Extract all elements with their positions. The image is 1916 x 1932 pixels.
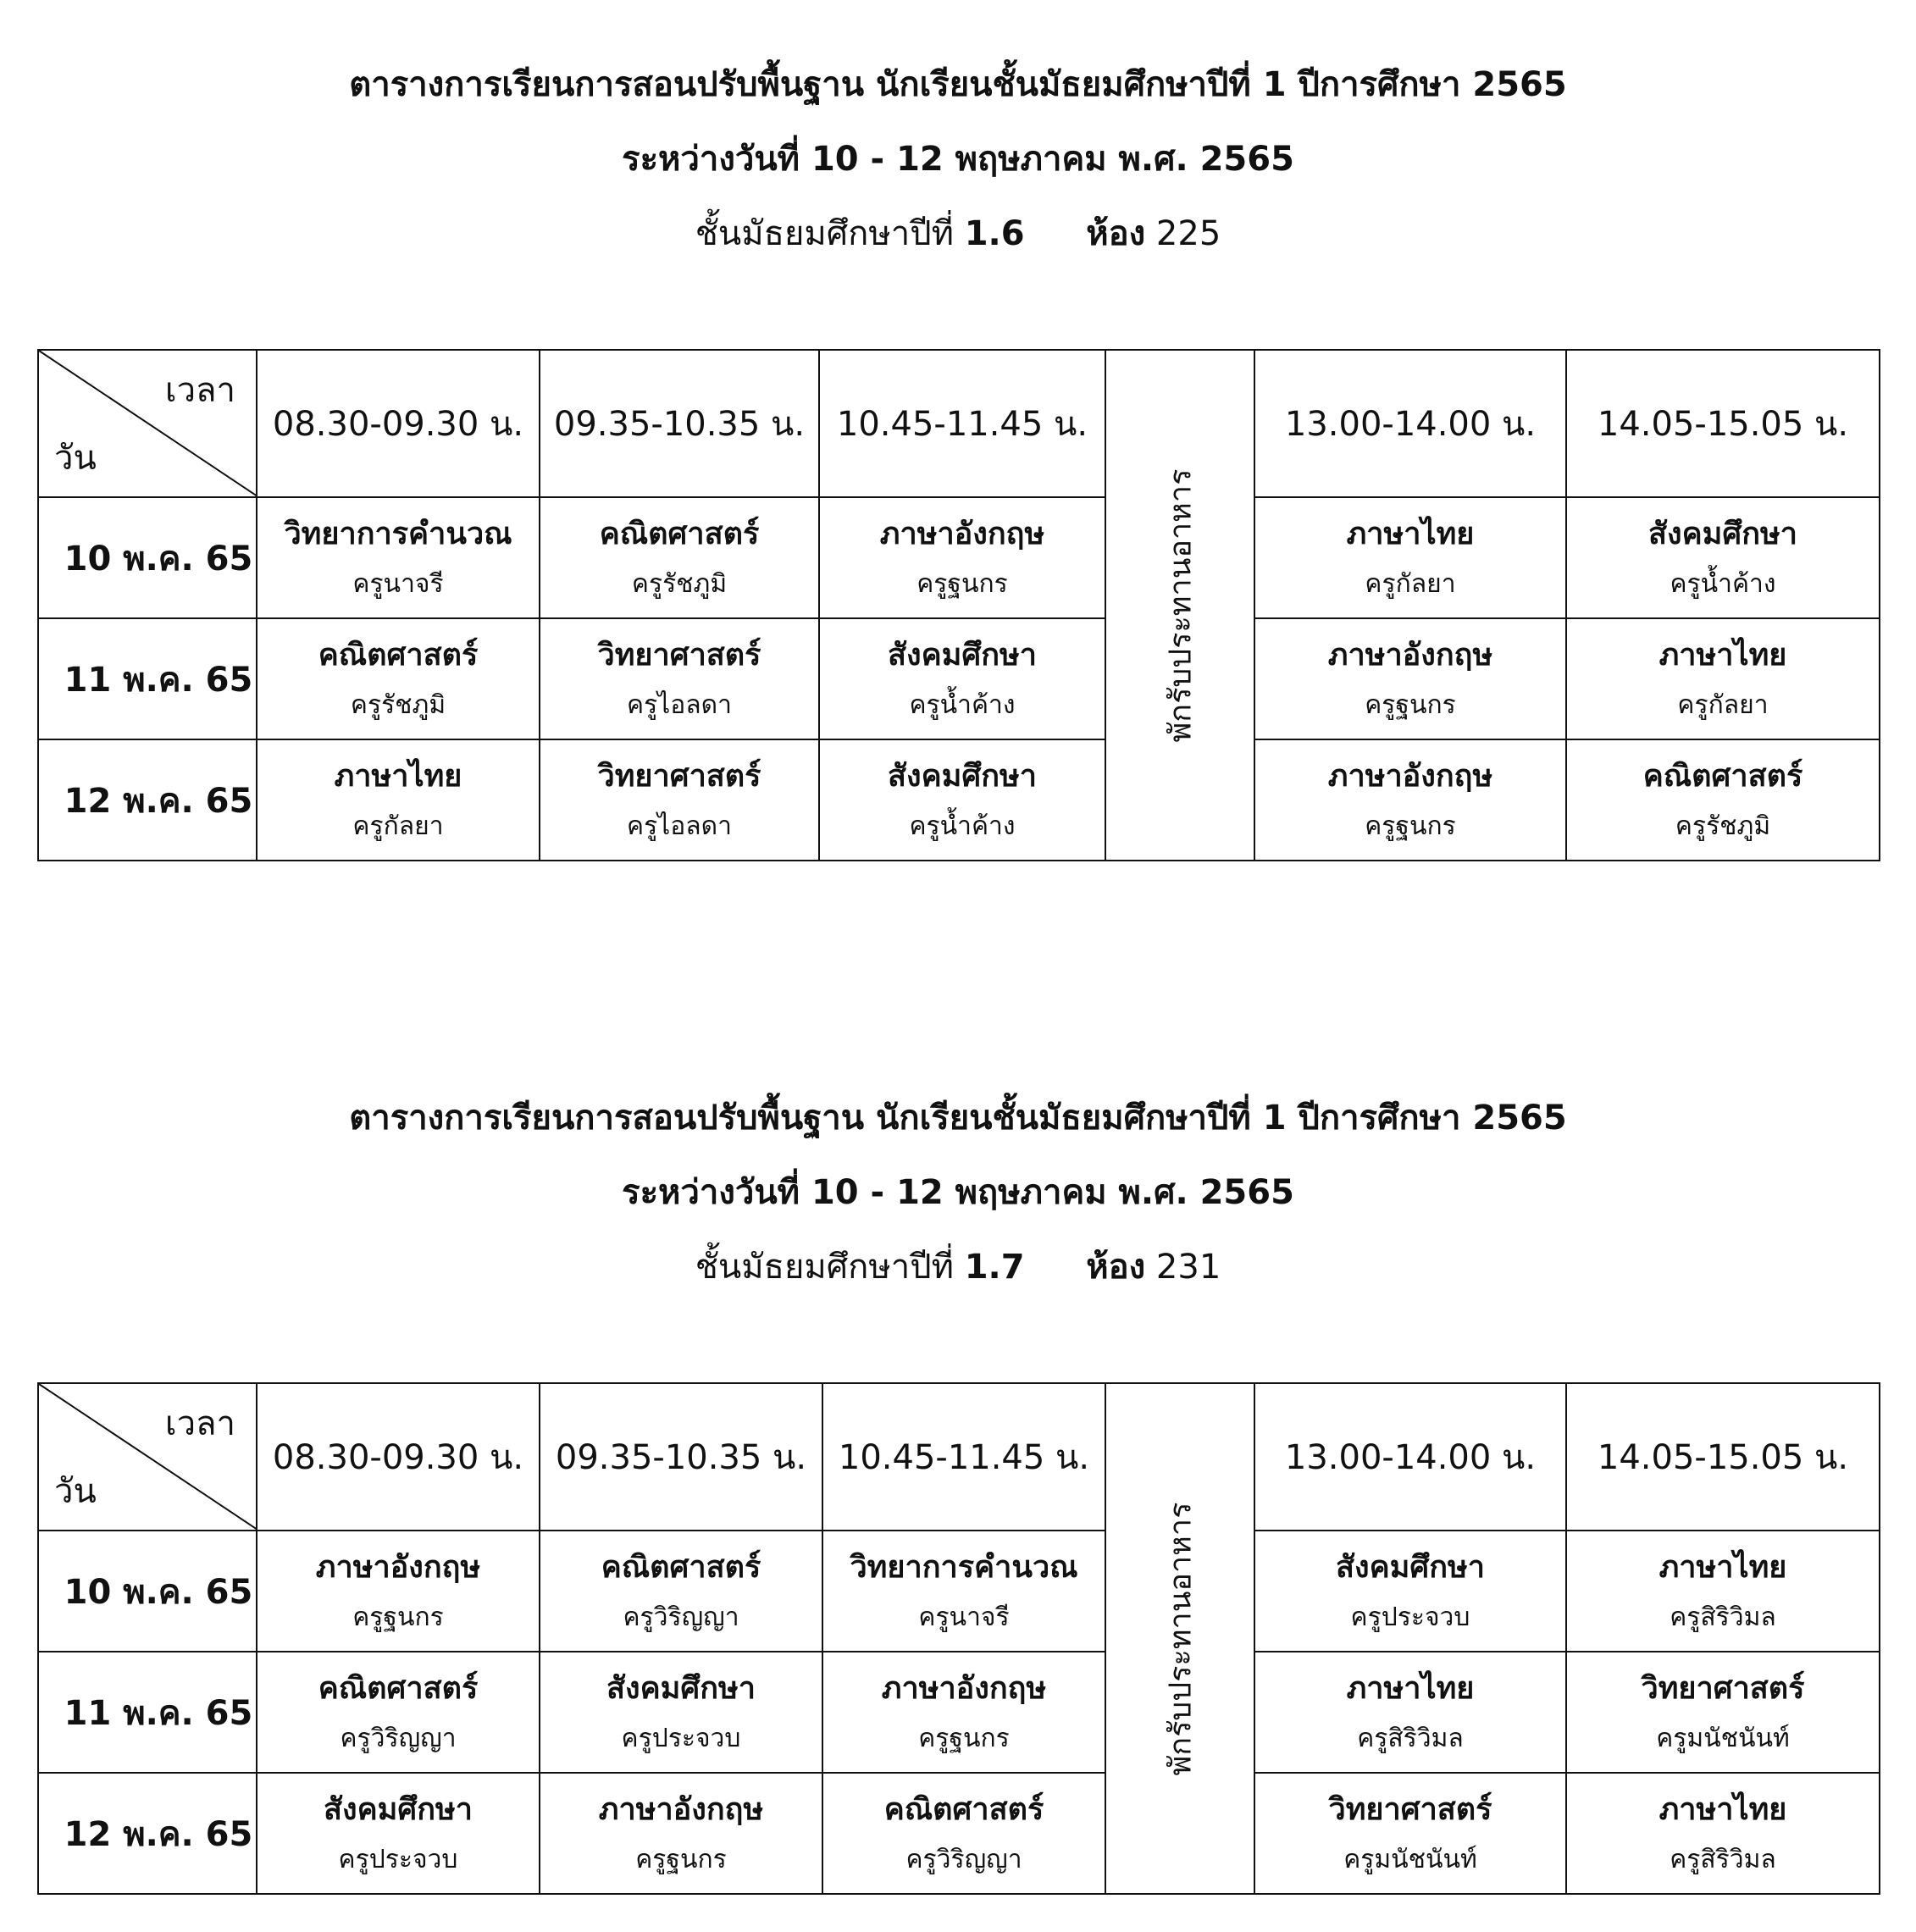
class-cell	[1566, 1652, 1880, 1773]
table-row	[38, 1773, 1880, 1894]
subject: สังคมศึกษา	[324, 1791, 473, 1827]
time-slot-3: 10.45-11.45 น.	[822, 1383, 1105, 1531]
class-cell	[1566, 1531, 1880, 1652]
subject: คณิตศาสตร์	[318, 637, 479, 673]
teacher: ครูไอลดา	[627, 811, 732, 841]
subject: คณิตศาสตร์	[599, 516, 760, 551]
subject: สังคมศึกษา	[888, 637, 1037, 673]
subject: คณิตศาสตร์	[601, 1549, 761, 1585]
class-cell	[257, 1773, 540, 1894]
lunch-break-cell	[1105, 350, 1254, 861]
teacher: ครูไอลดา	[627, 689, 732, 720]
corner-time-label: เวลา	[164, 371, 235, 410]
timetable-title: ตารางการเรียนการสอนปรับพื้นฐาน นักเรียนชั้นมัธยมศึกษาปีที่ 1 ปีการศึกษา 2565	[349, 65, 1567, 104]
teacher: ครูนาจรี	[352, 568, 444, 599]
corner-day-label: วัน	[54, 1472, 97, 1511]
teacher: ครูรัชภูมิ	[631, 568, 728, 599]
time-slot-3: 10.45-11.45 น.	[819, 350, 1105, 497]
teacher: ครูฐนกร	[918, 1723, 1010, 1753]
subject: วิทยาศาสตร์	[597, 637, 761, 673]
teacher: ครูน้ำค้าง	[1670, 568, 1776, 599]
header-row	[38, 350, 1880, 497]
lunch-break-label: พักรับประทานอาหาร	[1163, 468, 1199, 742]
class-cell	[822, 1531, 1105, 1652]
subject: ภาษาอังกฤษ	[881, 1670, 1047, 1706]
class-room-line	[0, 1243, 1916, 1291]
class-cell	[1254, 618, 1566, 739]
time-slot-1: 08.30-09.30 น.	[257, 350, 540, 497]
corner-cell	[38, 350, 257, 497]
day-cell: 11 พ.ค. 65	[38, 1652, 257, 1773]
corner-cell	[38, 1383, 257, 1531]
teacher: ครูรัชภูมิ	[350, 689, 446, 720]
timetable-date-range: ระหว่างวันที่ 10 - 12 พฤษภาคม พ.ศ. 2565	[622, 140, 1294, 179]
table-row	[38, 618, 1880, 739]
subject: ภาษาไทย	[334, 758, 462, 794]
time-slot-1: 08.30-09.30 น.	[257, 1383, 540, 1531]
subject: วิทยาศาสตร์	[1641, 1670, 1805, 1706]
class-cell	[1254, 1652, 1566, 1773]
lunch-break-cell	[1105, 1383, 1254, 1894]
class-cell	[540, 1773, 822, 1894]
teacher: ครูฐนกร	[916, 568, 1008, 599]
time-slot-2: 09.35-10.35 น.	[540, 1383, 822, 1531]
class-room-line	[0, 210, 1916, 257]
time-slot-4: 13.00-14.00 น.	[1254, 350, 1566, 497]
subject: ภาษาอังกฤษ	[1327, 637, 1493, 673]
timetable-title: ตารางการเรียนการสอนปรับพื้นฐาน นักเรียนชั้นมัธยมศึกษาปีที่ 1 ปีการศึกษา 2565	[349, 1099, 1567, 1138]
teacher: ครูสิริวิมล	[1357, 1723, 1464, 1753]
subject: ภาษาอังกฤษ	[879, 516, 1045, 551]
room-value: 225	[1155, 214, 1221, 253]
teacher: ครูประจวบ	[338, 1844, 458, 1874]
table-row	[38, 739, 1880, 861]
time-slot-4: 13.00-14.00 น.	[1254, 1383, 1566, 1531]
day-cell: 10 พ.ค. 65	[38, 1531, 257, 1652]
teacher: ครูประจวบ	[621, 1723, 741, 1753]
class-cell	[540, 1652, 822, 1773]
table-row	[38, 1531, 1880, 1652]
teacher: ครูสิริวิมล	[1670, 1602, 1776, 1632]
subject: วิทยาศาสตร์	[597, 758, 761, 794]
time-slot-2: 09.35-10.35 น.	[540, 350, 819, 497]
class-cell	[540, 739, 819, 861]
class-cell	[1254, 1773, 1566, 1894]
class-cell	[257, 497, 540, 618]
class-cell	[822, 1773, 1105, 1894]
subject: ภาษาไทย	[1346, 1670, 1475, 1706]
class-cell	[1566, 618, 1880, 739]
class-cell	[540, 1531, 822, 1652]
room-value: 231	[1155, 1248, 1221, 1287]
lunch-break-label: พักรับประทานอาหาร	[1163, 1502, 1199, 1775]
teacher: ครูสิริวิมล	[1670, 1844, 1776, 1874]
teacher: ครูมนัชนันท์	[1343, 1844, 1477, 1874]
class-cell	[257, 618, 540, 739]
teacher: ครูมนัชนันท์	[1656, 1723, 1790, 1753]
grade-value: 1.6	[964, 214, 1025, 253]
corner-time-label: เวลา	[164, 1404, 235, 1443]
room-label: ห้อง	[1086, 214, 1146, 253]
class-cell	[257, 739, 540, 861]
subject: ภาษาไทย	[1346, 516, 1475, 551]
grade-label: ชั้นมัธยมศึกษาปีที่	[695, 214, 954, 253]
day-cell: 12 พ.ค. 65	[38, 739, 257, 861]
class-cell	[1566, 497, 1880, 618]
teacher: ครูน้ำค้าง	[909, 689, 1016, 720]
teacher: ครูวิริญญา	[340, 1723, 457, 1753]
subject: ภาษาไทย	[1659, 1549, 1787, 1585]
teacher: ครูรัชภูมิ	[1675, 811, 1771, 841]
class-cell	[819, 739, 1105, 861]
day-cell: 12 พ.ค. 65	[38, 1773, 257, 1894]
class-cell	[257, 1652, 540, 1773]
subject: วิทยาศาสตร์	[1328, 1791, 1492, 1827]
class-cell	[540, 497, 819, 618]
room-label: ห้อง	[1086, 1248, 1146, 1287]
schedule-table	[37, 1382, 1880, 1895]
header-row	[38, 1383, 1880, 1531]
subject: ภาษาไทย	[1659, 1791, 1787, 1827]
grade-label: ชั้นมัธยมศึกษาปีที่	[695, 1248, 954, 1287]
class-cell	[1254, 1531, 1566, 1652]
teacher: ครูนาจรี	[918, 1602, 1010, 1632]
subject: ภาษาอังกฤษ	[598, 1791, 764, 1827]
teacher: ครูประจวบ	[1350, 1602, 1470, 1632]
subject: สังคมศึกษา	[1648, 516, 1797, 551]
subject: ภาษาอังกฤษ	[1327, 758, 1493, 794]
subject: คณิตศาสตร์	[1642, 758, 1803, 794]
time-slot-5: 14.05-15.05 น.	[1566, 350, 1880, 497]
subject: คณิตศาสตร์	[318, 1670, 479, 1706]
teacher: ครูฐนกร	[352, 1602, 444, 1632]
table-row	[38, 497, 1880, 618]
time-slot-5: 14.05-15.05 น.	[1566, 1383, 1880, 1531]
teacher: ครูวิริญญา	[623, 1602, 739, 1632]
day-cell: 11 พ.ค. 65	[38, 618, 257, 739]
subject: ภาษาอังกฤษ	[315, 1549, 481, 1585]
teacher: ครูกัลยา	[352, 811, 444, 841]
corner-day-label: วัน	[54, 439, 97, 478]
class-cell	[819, 497, 1105, 618]
subject: วิทยาการคำนวณ	[850, 1549, 1078, 1585]
class-cell	[1566, 739, 1880, 861]
subject: วิทยาการคำนวณ	[284, 516, 512, 551]
teacher: ครูฐนกร	[635, 1844, 727, 1874]
schedule-table	[37, 349, 1880, 861]
teacher: ครูวิริญญา	[905, 1844, 1022, 1874]
subject: คณิตศาสตร์	[883, 1791, 1044, 1827]
subject: สังคมศึกษา	[606, 1670, 756, 1706]
table-row	[38, 1652, 1880, 1773]
subject: ภาษาไทย	[1659, 637, 1787, 673]
teacher: ครูกัลยา	[1677, 689, 1769, 720]
day-cell: 10 พ.ค. 65	[38, 497, 257, 618]
class-cell	[257, 1531, 540, 1652]
subject: สังคมศึกษา	[888, 758, 1037, 794]
class-cell	[822, 1652, 1105, 1773]
class-cell	[1254, 739, 1566, 861]
class-cell	[1566, 1773, 1880, 1894]
class-cell	[819, 618, 1105, 739]
subject: สังคมศึกษา	[1336, 1549, 1485, 1585]
teacher: ครูน้ำค้าง	[909, 811, 1016, 841]
class-cell	[540, 618, 819, 739]
teacher: ครูกัลยา	[1365, 568, 1456, 599]
timetable-date-range: ระหว่างวันที่ 10 - 12 พฤษภาคม พ.ศ. 2565	[622, 1173, 1294, 1212]
teacher: ครูฐนกร	[1365, 689, 1456, 720]
grade-value: 1.7	[964, 1248, 1025, 1287]
class-cell	[1254, 497, 1566, 618]
teacher: ครูฐนกร	[1365, 811, 1456, 841]
